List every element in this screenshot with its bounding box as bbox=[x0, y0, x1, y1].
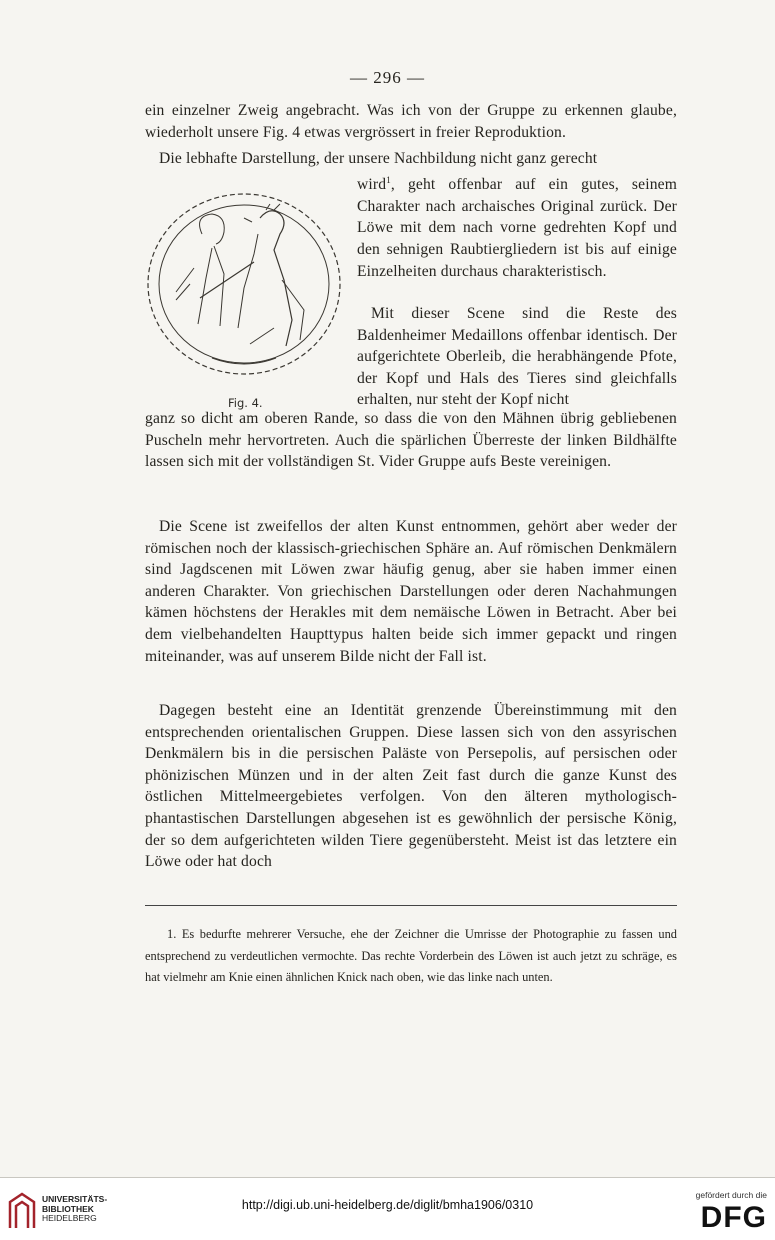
footnote: 1. Es bedurfte mehrerer Versuche, ehe der Zeichner die Umrisse der Photographie zu fassen und entsprechend zu verdeutlichen vermochte. Das rechte Vorderbein des Löwen ist auch jetzt zu schräge, es hat vielmehr am Knie einen ähnlichen Knick nach oben, wie das linke nach unten. bbox=[145, 927, 677, 984]
dfg-logo: DFG bbox=[700, 1201, 767, 1234]
paragraph-1: ein einzelner Zweig angebracht. Was ich von der Gruppe zu erkennen glaube, wiederholt unsere Fig. 4 etwas vergrössert in freier Reproduktion. bbox=[145, 102, 677, 141]
figure-medallion bbox=[142, 188, 347, 388]
paragraph-5: Dagegen besteht eine an Identität grenzende Übereinstimmung mit den entsprechenden orientalischen Gruppen. Diese lassen sich von den assyrischen Denkmälern bis in die persischen Paläste von Persepolis, auf persischen oder phönizischen Münzen und in der alten Zeit fast durch die ganze Kunst des östlichen Mittelmeergebietes verfolgen. Von den älteren mythologisch-phantastischen Darstellungen abgesehen ist es gewöhnlich der persische König, der so dem aufgerichteten wilden Tiere gegenübersteht. Meist ist das letztere ein Löwe oder hat doch bbox=[145, 702, 677, 871]
paragraph-3-continued: ganz so dicht am oberen Rande, so dass die von den Mähnen übrig gebliebenen Puscheln mehr hervortreten. Auch die spärlichen Überreste der linken Bildhälfte lassen sich mit der vollständigen St. Vider Gruppe aufs Beste vereinigen. bbox=[145, 410, 677, 471]
footnote-reference[interactable]: 1 bbox=[386, 175, 391, 185]
paragraph-2-text-b: , geht offenbar auf ein gutes, seinem Charakter nach archaisches Original zurück. Der Löwe mit dem nach vorne gedrehten Kopf und den sehnigen Raubtiergliedern ist bis auf einige Einzelheiten durchaus charakteristisch. bbox=[357, 176, 677, 280]
paragraph-3-beside-figure: Mit dieser Scene sind die Reste des Baldenheimer Medaillons offenbar identisch. Der aufgerichtete Oberleib, die herabhängende Pfote, der Kopf und Hals des Tieres sind gleichfalls erhalten, nur steht der Kopf nicht bbox=[357, 305, 677, 409]
permalink-url[interactable]: http://digi.ub.uni-heidelberg.de/diglit/bmha1906/0310 bbox=[241, 1198, 534, 1212]
funding-note: gefördert durch die bbox=[695, 1190, 767, 1200]
footer-bar bbox=[0, 1178, 775, 1240]
page-number: — 296 — bbox=[350, 68, 425, 87]
library-line-3: HEIDELBERG bbox=[42, 1213, 97, 1223]
paragraph-2-text-a: wird bbox=[357, 176, 387, 194]
footnote-divider bbox=[145, 905, 677, 906]
paragraph-2-first-line: Die lebhafte Darstellung, der unsere Nachbildung nicht ganz gerecht bbox=[159, 150, 598, 167]
figure-caption: Fig. 4. bbox=[228, 396, 263, 410]
paragraph-2-beside-figure bbox=[357, 170, 677, 282]
library-line-2: BIBLIOTHEK bbox=[42, 1203, 94, 1214]
library-line-1: UNIVERSITÄTS- bbox=[42, 1194, 108, 1204]
paragraph-4: Die Scene ist zweifellos der alten Kunst entnommen, gehört aber weder der römischen noch der klassisch-griechischen Sphäre an. Auf römischen Denkmälern sind Jagdscenen mit Löwen zwar häufig genug, aber sie haben immer einen anderen Charakter. Von griechischen Darstellungen oder deren Nachahmungen kämen höchstens der Herakles mit dem nemäische Löwen in Betracht. Aber bei dem vielbehandelten Haupttypus halten beide sich immer gepackt und ringen miteinander, was auf unserem Bilde nicht der Fall ist. bbox=[145, 518, 677, 665]
